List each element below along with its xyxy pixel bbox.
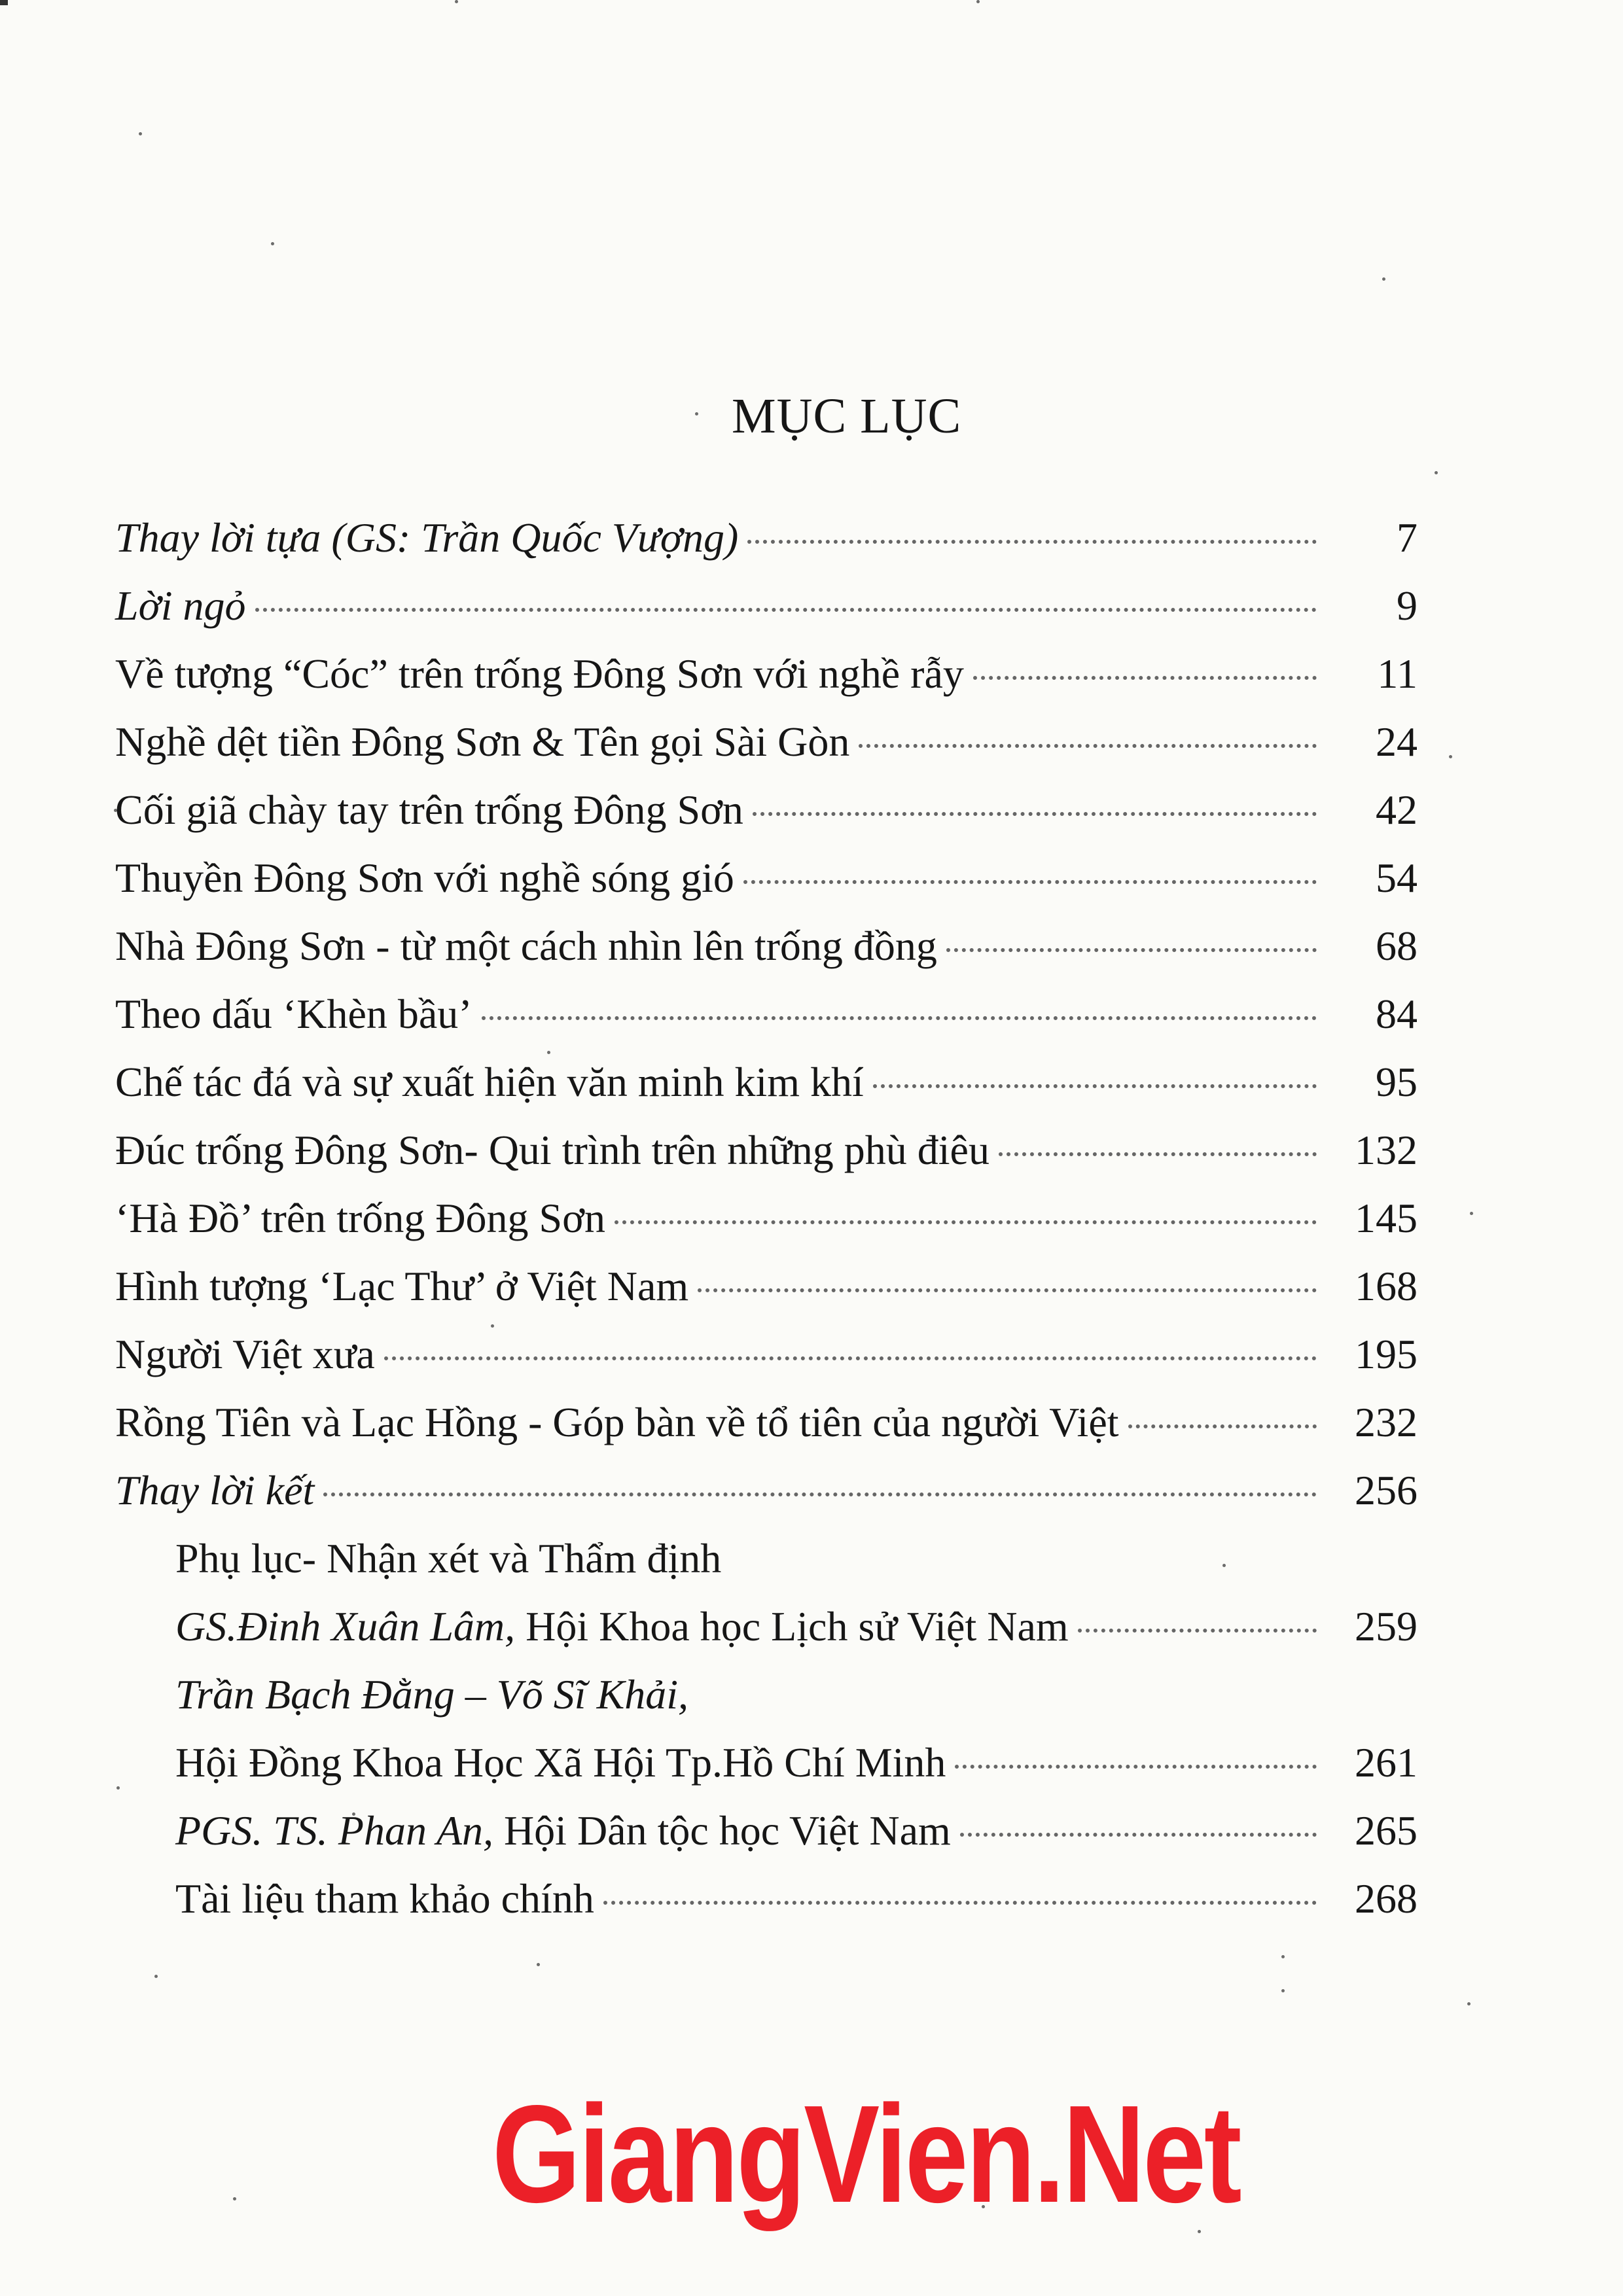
toc-entry-organization: Hội Dân tộc học Việt Nam <box>493 1807 951 1854</box>
toc-dot-leader <box>255 608 1317 612</box>
toc-entry-organization: Hội Khoa học Lịch sử Việt Nam <box>515 1603 1069 1650</box>
toc-dot-leader <box>384 1356 1317 1360</box>
toc-entry-title: ‘Hà Đồ’ trên trống Đông Sơn <box>115 1195 605 1241</box>
toc-page-number: 268 <box>1355 1875 1418 1922</box>
toc-entry-title: Thay lời kết <box>115 1467 315 1513</box>
toc-page-number: 168 <box>1355 1263 1418 1309</box>
toc-page-number: 145 <box>1355 1195 1418 1241</box>
toc-entry-title: Người Việt xưa <box>115 1331 375 1377</box>
toc-entry-title: Phụ lục- Nhận xét và Thẩm định <box>175 1535 722 1581</box>
scan-corner-mark <box>0 0 8 5</box>
toc-page-number: 54 <box>1376 855 1418 901</box>
toc-dot-leader <box>946 948 1317 952</box>
toc-entry-title: Thay lời tựa (GS: Trần Quốc Vượng) <box>115 514 739 561</box>
toc-entry <box>115 640 1418 708</box>
toc-entry-title: Rồng Tiên và Lạc Hồng - Góp bàn về tổ tiên của người Việt <box>115 1399 1119 1445</box>
toc-page-number: 11 <box>1377 650 1418 697</box>
toc-page-number: 132 <box>1355 1127 1418 1173</box>
toc-entry-title: Hội Đồng Khoa Học Xã Hội Tp.Hồ Chí Minh <box>175 1739 946 1786</box>
toc-page-number: 42 <box>1376 786 1418 833</box>
toc-entry-title: Đúc trống Đông Sơn- Qui trình trên những phù điêu <box>115 1127 990 1173</box>
scan-speck <box>1470 1212 1473 1215</box>
toc-dot-leader <box>859 744 1317 748</box>
toc-entry-author: GS.Đinh Xuân Lâm, <box>175 1603 516 1650</box>
toc-entry <box>115 1184 1418 1252</box>
toc-dot-leader <box>973 676 1317 680</box>
toc-entry <box>115 980 1418 1048</box>
toc-dot-leader <box>1078 1629 1317 1633</box>
toc-dot-leader <box>747 540 1317 544</box>
toc-entry-title: Nhà Đông Sơn - từ một cách nhìn lên trống đồng <box>115 923 937 969</box>
toc-entry <box>115 912 1418 980</box>
toc-entry <box>115 1116 1418 1184</box>
toc-dot-leader <box>960 1833 1317 1837</box>
toc-entry <box>115 844 1418 912</box>
scan-speck <box>976 0 980 3</box>
toc-page-number: 95 <box>1376 1059 1418 1105</box>
toc-entry-author: PGS. TS. Phan An, <box>175 1807 493 1854</box>
toc-entry <box>115 1865 1418 1933</box>
toc-entry <box>115 776 1418 844</box>
toc-dot-leader <box>753 812 1317 816</box>
toc-page-number: 261 <box>1355 1739 1418 1786</box>
toc-page-number: 24 <box>1376 718 1418 765</box>
toc-entry <box>115 1252 1418 1320</box>
toc-entry-title: Trần Bạch Đằng – Võ Sĩ Khải, <box>175 1671 689 1718</box>
toc-entry <box>115 1729 1418 1797</box>
toc-dot-leader <box>615 1220 1317 1224</box>
scan-speck <box>1382 277 1385 281</box>
scan-speck <box>1281 1989 1285 1992</box>
toc-dot-leader <box>999 1152 1317 1156</box>
watermark: GiangVien.Net <box>492 2076 1240 2231</box>
toc-dot-leader <box>873 1084 1317 1088</box>
toc-dot-leader <box>698 1288 1317 1292</box>
toc-entry-title: Chế tác đá và sự xuất hiện văn minh kim khí <box>115 1059 864 1105</box>
toc-entry-title <box>175 1593 1069 1661</box>
toc-page-number: 256 <box>1355 1467 1418 1513</box>
toc-dot-leader <box>743 880 1317 884</box>
toc-entry-title: Tài liệu tham khảo chính <box>175 1875 594 1922</box>
scan-speck <box>1467 2002 1471 2005</box>
toc-page-number: 195 <box>1355 1331 1418 1377</box>
table-of-contents <box>115 504 1418 1933</box>
scan-speck <box>695 412 698 415</box>
toc-entry-title: Về tượng “Cóc” trên trống Đông Sơn với nghề rẫy <box>115 650 964 697</box>
toc-entry <box>115 1797 1418 1865</box>
toc-entry-title: Thuyền Đông Sơn với nghề sóng gió <box>115 855 734 901</box>
scan-speck <box>271 242 274 245</box>
toc-dot-leader <box>955 1765 1317 1769</box>
toc-dot-leader <box>1128 1424 1317 1428</box>
page-title: MỤC LỤC <box>732 388 962 444</box>
scan-speck <box>455 0 458 3</box>
toc-page-number: 232 <box>1355 1399 1418 1445</box>
toc-page-number: 259 <box>1355 1603 1418 1650</box>
toc-page-number: 9 <box>1397 582 1418 629</box>
toc-entry <box>115 1320 1418 1388</box>
toc-entry-title: Theo dấu ‘Khèn bầu’ <box>115 991 473 1037</box>
scan-speck <box>537 1963 540 1966</box>
scan-speck <box>1449 755 1452 758</box>
toc-entry <box>115 504 1418 572</box>
scan-speck <box>139 132 142 135</box>
toc-page-number: 265 <box>1355 1807 1418 1854</box>
toc-entry <box>115 1593 1418 1661</box>
toc-entry-title: Nghề dệt tiền Đông Sơn & Tên gọi Sài Gòn <box>115 718 850 765</box>
toc-entry <box>115 1388 1418 1457</box>
toc-entry <box>115 572 1418 640</box>
toc-entry-title <box>175 1797 951 1865</box>
toc-page-number: 68 <box>1376 923 1418 969</box>
scan-speck <box>233 2197 236 2200</box>
toc-entry <box>115 1661 1418 1729</box>
toc-dot-leader <box>482 1016 1317 1020</box>
scan-speck <box>1435 471 1438 474</box>
toc-entry <box>115 1457 1418 1525</box>
scan-speck <box>1281 1955 1285 1958</box>
toc-page-number: 7 <box>1397 514 1418 561</box>
toc-dot-leader <box>323 1492 1317 1496</box>
toc-entry-title: Lời ngỏ <box>115 582 246 629</box>
toc-entry <box>115 1525 1418 1593</box>
toc-entry <box>115 708 1418 776</box>
toc-dot-leader <box>603 1901 1317 1905</box>
scan-speck <box>154 1975 158 1978</box>
toc-page-number: 84 <box>1376 991 1418 1037</box>
toc-entry <box>115 1048 1418 1116</box>
toc-entry-title: Cối giã chày tay trên trống Đông Sơn <box>115 786 743 833</box>
toc-entry-title: Hình tượng ‘Lạc Thư’ ở Việt Nam <box>115 1263 689 1309</box>
